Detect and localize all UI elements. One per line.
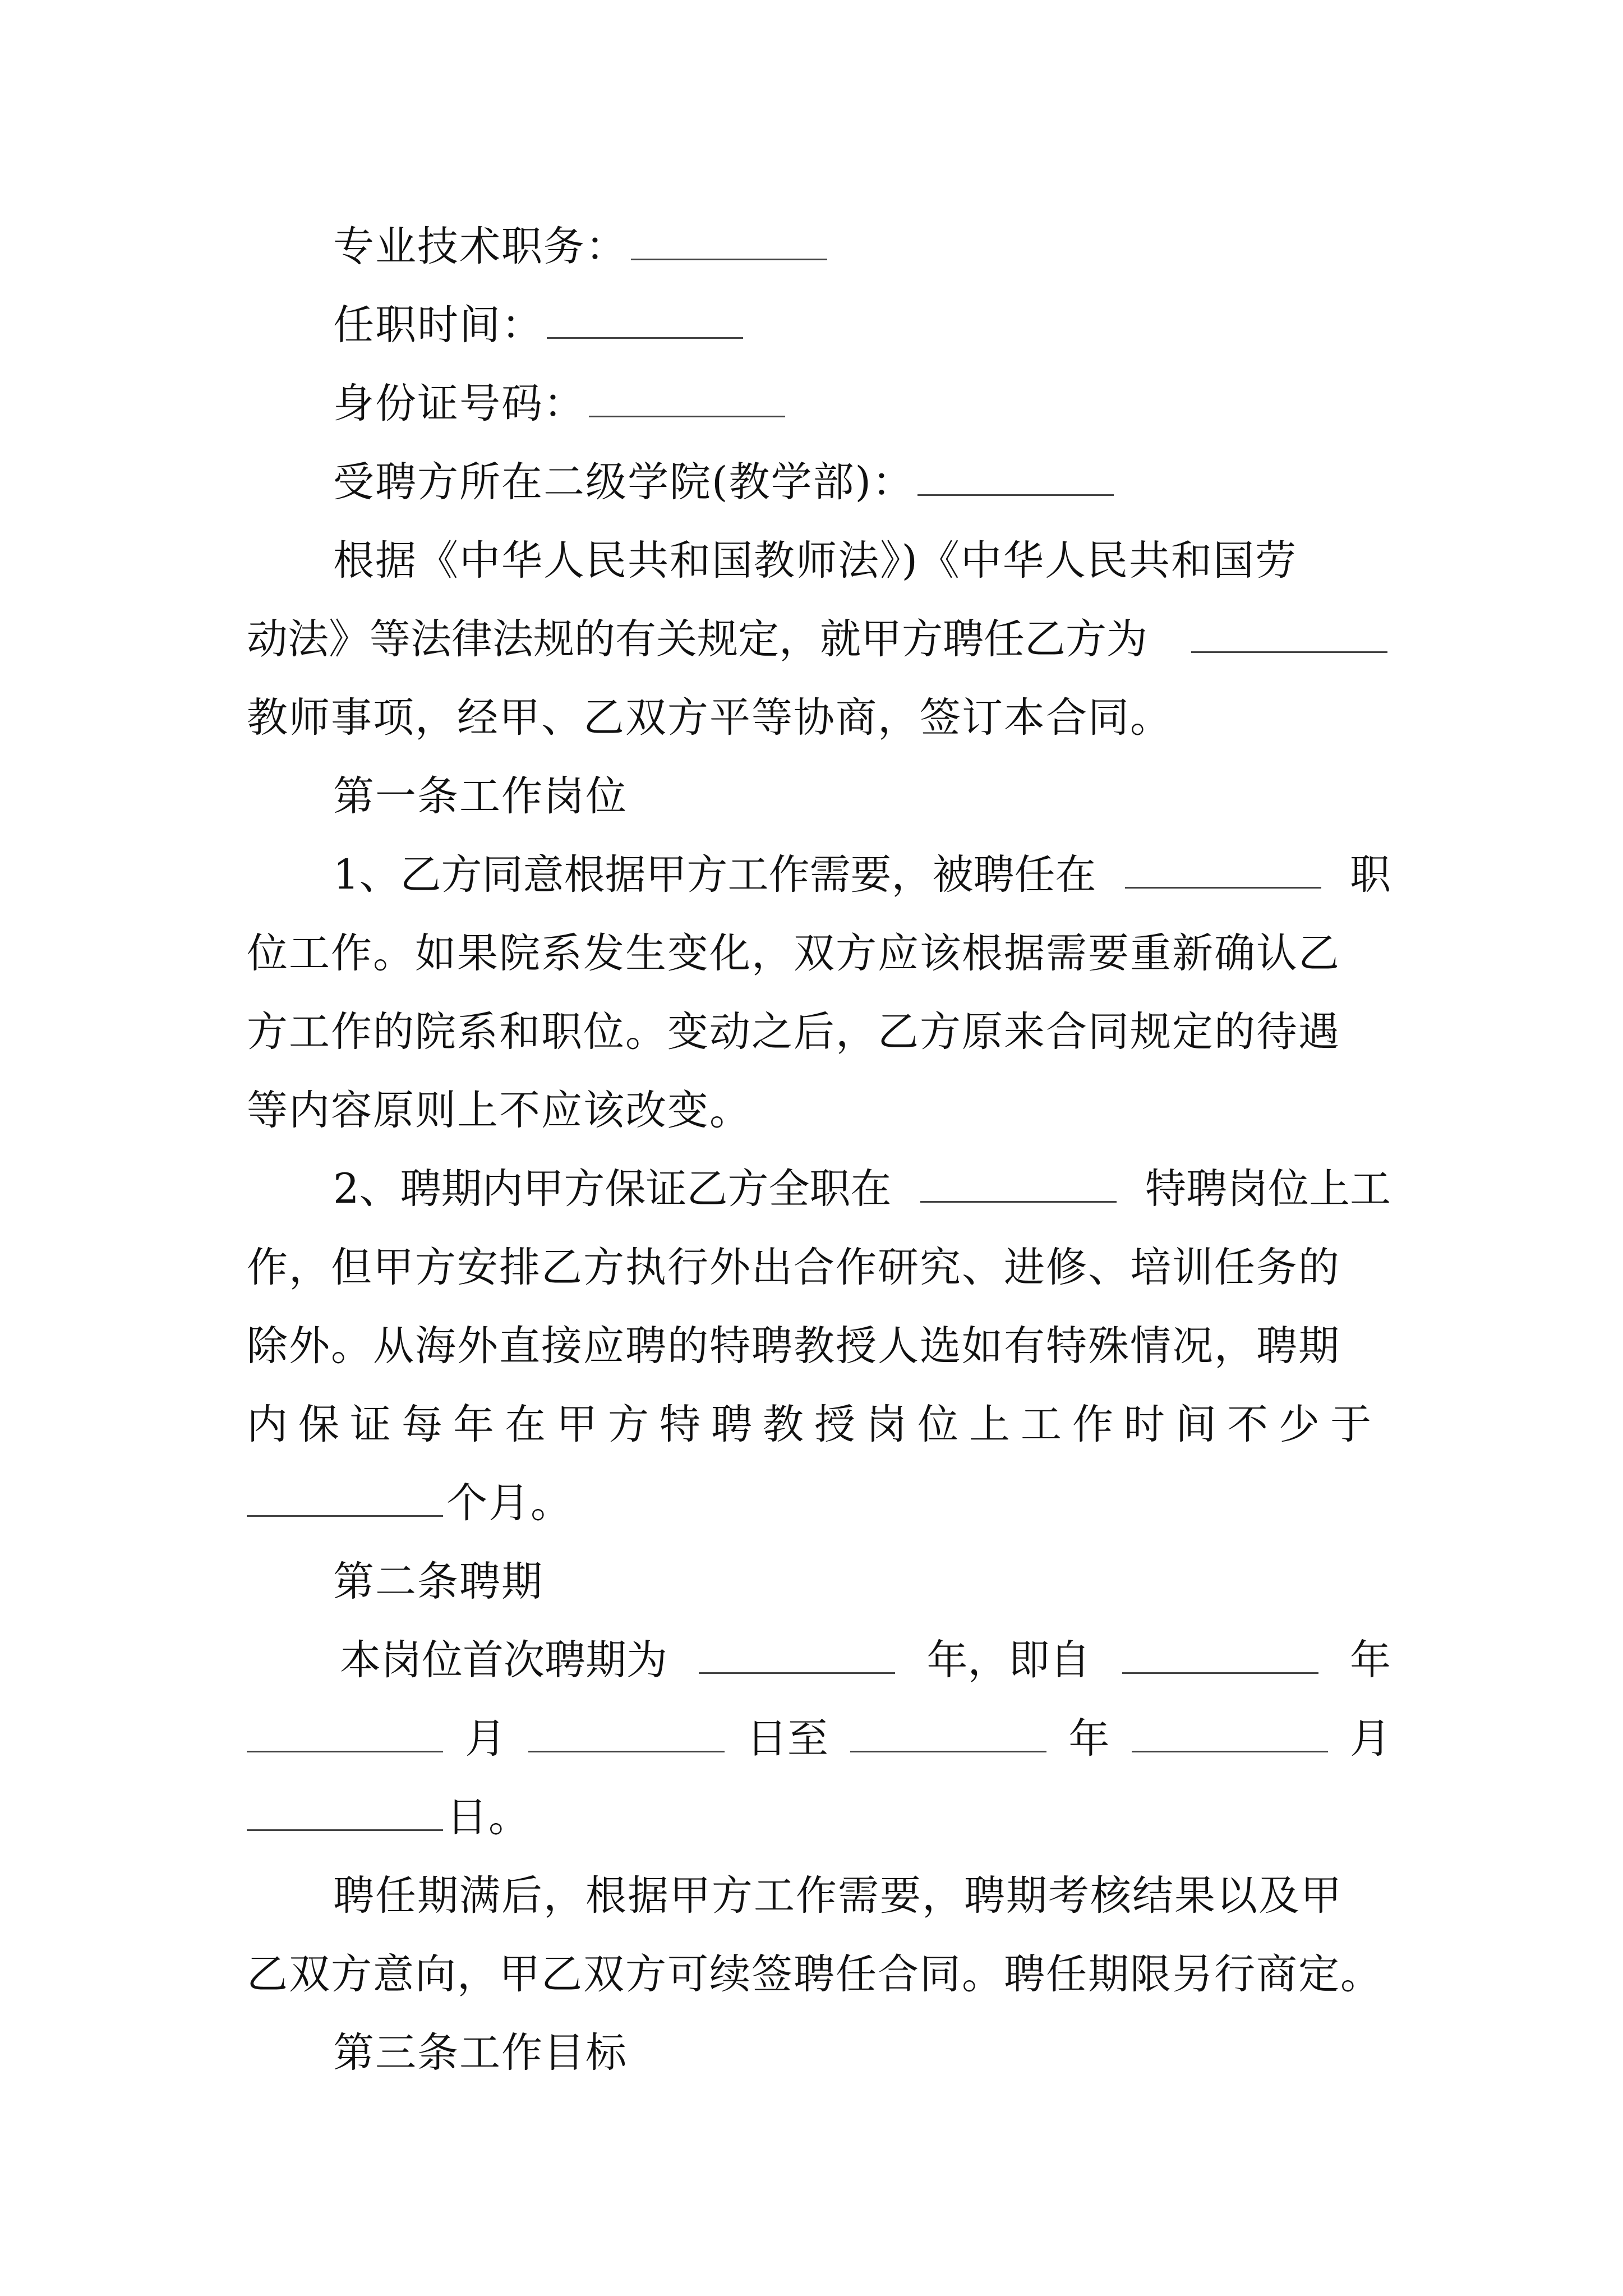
field-id-number [247, 365, 1391, 443]
article-text: 年，即自 [926, 1636, 1091, 1684]
article-text: 日。 [446, 1793, 531, 1841]
blank-line [247, 1796, 443, 1831]
blank-line [1122, 1639, 1318, 1674]
article-2-term-line2 [247, 1700, 1391, 1778]
article-1-p1-line3 [247, 993, 1391, 1071]
field-professional-title [247, 208, 1391, 286]
intro-text: 根据《中华人民共和国教师法》)《中华人民共和国劳 [333, 537, 1297, 585]
field-appointment-time [247, 286, 1391, 365]
article-1-p2-line4 [247, 1386, 1391, 1464]
article-1-p2-line2 [247, 1228, 1391, 1307]
blank-line [247, 1717, 443, 1752]
blank-line [589, 382, 785, 417]
blank-line [920, 1167, 1117, 1203]
article-text: 月 [1349, 1715, 1391, 1763]
article-text: 年 [1350, 1636, 1391, 1684]
article-1-p1-line4 [247, 1071, 1391, 1150]
blank-line [247, 1481, 443, 1517]
blank-line [917, 461, 1114, 496]
blank-line [1125, 853, 1321, 889]
article-text: 2、聘期内甲方保证乙方全职在 [333, 1165, 892, 1213]
article-text: 内保证每年在甲方特聘教授岗位上工作时间不少于 [247, 1401, 1382, 1448]
field-label: 任职时间： [333, 301, 543, 349]
article-text: 本岗位首次聘期为 [340, 1636, 667, 1684]
article-2-term-line3 [247, 1778, 1391, 1857]
article-text: 日至 [746, 1715, 828, 1763]
article-title: 第一条工作岗位 [333, 772, 628, 820]
article-title: 第三条工作目标 [333, 2029, 628, 2077]
field-college [247, 443, 1391, 522]
intro-line-2 [247, 600, 1391, 679]
article-text: 1、乙方同意根据甲方工作需要，被聘任在 [333, 851, 1096, 899]
article-text: 职 [1349, 851, 1391, 899]
intro-text: 动法》等法律法规的有关规定，就甲方聘任乙方为 [247, 615, 1147, 663]
blank-line [699, 1639, 895, 1674]
blank-line [1191, 618, 1387, 653]
blank-line [547, 303, 743, 339]
document-page [247, 208, 1391, 2092]
article-1-p1-line2 [247, 914, 1391, 993]
article-text: 特聘岗位上工 [1145, 1165, 1391, 1213]
article-text: 位工作。如果院系发生变化，双方应该根据需要重新确认乙 [247, 930, 1340, 977]
article-text: 聘任期满后，根据甲方工作需要，聘期考核结果以及甲 [333, 1872, 1343, 1920]
article-text: 月 [465, 1715, 506, 1763]
field-label: 身份证号码： [333, 380, 585, 427]
field-label: 受聘方所在二级学院(教学部)： [333, 458, 914, 506]
article-3-title [247, 2014, 1391, 2092]
article-text: 个月。 [446, 1479, 573, 1527]
article-text: 等内容原则上不应该改变。 [247, 1087, 751, 1134]
article-text: 作，但甲方安排乙方执行外出合作研究、进修、培训任务的 [247, 1244, 1340, 1291]
article-title: 第二条聘期 [333, 1558, 543, 1605]
intro-line-3 [247, 679, 1391, 757]
article-text: 年 [1068, 1715, 1110, 1763]
article-text: 除外。从海外直接应聘的特聘教授人选如有特殊情况，聘期 [247, 1322, 1340, 1370]
blank-line [1132, 1717, 1328, 1752]
article-2-p2-line1 [247, 1857, 1391, 1935]
intro-text: 教师事项，经甲、乙双方平等协商，签订本合同。 [247, 694, 1172, 742]
field-label: 专业技术职务： [333, 223, 628, 270]
blank-line [631, 225, 827, 260]
article-1-p2-line3 [247, 1307, 1391, 1386]
blank-line [528, 1717, 725, 1752]
article-text: 方工作的院系和职位。变动之后，乙方原来合同规定的待遇 [247, 1008, 1340, 1056]
article-text: 乙双方意向，甲乙双方可续签聘任合同。聘任期限另行商定。 [247, 1950, 1382, 1998]
blank-line [850, 1717, 1046, 1752]
article-1-p1-line1 [247, 836, 1391, 914]
article-2-term-line1 [247, 1621, 1391, 1700]
article-2-p2-line2 [247, 1935, 1391, 2014]
article-1-p2-line5 [247, 1464, 1391, 1543]
article-1-title [247, 757, 1391, 836]
article-2-title [247, 1543, 1391, 1621]
intro-line-1 [247, 522, 1391, 600]
article-1-p2-line1 [247, 1150, 1391, 1228]
